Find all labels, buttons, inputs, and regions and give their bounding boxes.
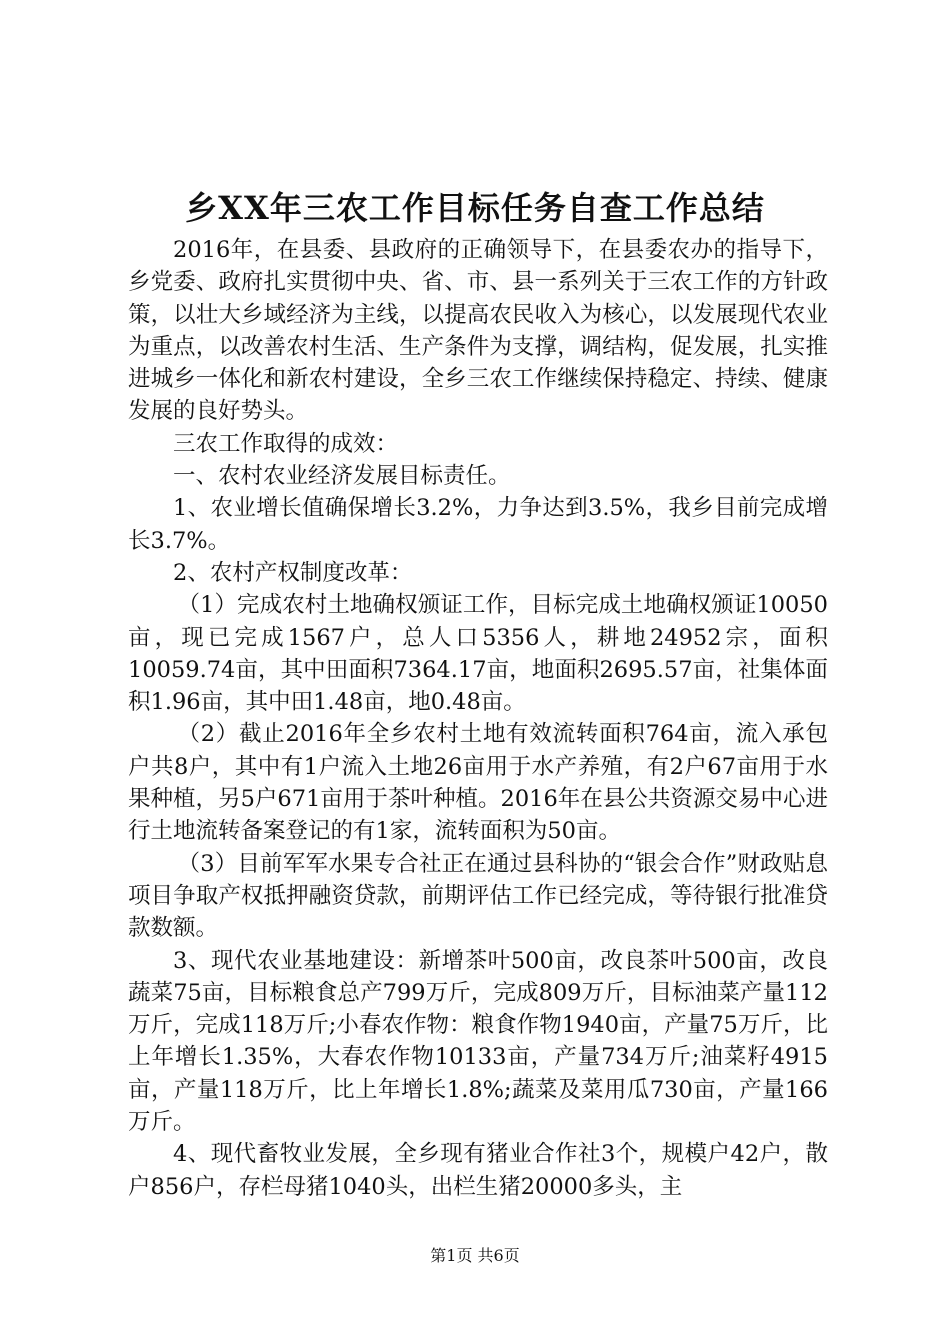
section-heading-1: 一、农村农业经济发展目标责任。 (173, 463, 511, 490)
document-body (128, 234, 828, 1203)
page-footer: 第1页 共6页 (430, 1246, 520, 1265)
paragraph-intro: 2016年，在县委、县政府的正确领导下，在县委农办的指导下，乡党委、政府扎实贯彻中央、省、市、县一系列关于三农工作的方针政策，以壮大乡域经济为主线，以提高农民收入为核心，以发展现代农业为重点，以改善农村生活、生产条件为支撑，调结构，促发展，扎实推进城乡一体化和新农村建设，全乡三农工作继续保持稳定、持续、健康发展的良好势头。 (128, 237, 828, 425)
paragraph-achievements-heading: 三农工作取得的成效： (173, 430, 399, 457)
paragraph-subitem-1: （1）完成农村土地确权颁证工作，目标完成土地确权颁证10050亩，现已完成1567户，总人口5356人，耕地24952宗，面积10059.74亩，其中田面积7364.17亩，地面积2695.57亩，社集体面积1.96亩，其中田1.48亩，地0.48亩。 (128, 592, 828, 716)
paragraph-subitem-3: （3）目前军军水果专合社正在通过县科协的“银会合作”财政贴息项目争取产权抵押融资贷款，前期评估工作已经完成，等待银行批准贷款数额。 (128, 850, 828, 942)
paragraph-item-1: 1、农业增长值确保增长3.2%，力争达到3.5%，我乡目前完成增长3.7%。 (128, 495, 828, 554)
paragraph-item-3: 3、现代农业基地建设：新增茶叶500亩，改良茶叶500亩，改良蔬菜75亩，目标粮食总产799万斤，完成809万斤，目标油菜产量112万斤，完成118万斤;小春农作物：粮食作物1940亩，产量75万斤，比上年增长1.35%，大春农作物10133亩，产量734万斤;油菜籽4915亩，产量118万斤，比上年增长1.8%;蔬菜及菜用瓜730亩，产量166万斤。 (128, 947, 828, 1136)
paragraph-item-4: 4、现代畜牧业发展，全乡现有猪业合作社3个，规模户42户，散户856户，存栏母猪1040头，出栏生猪20000多头，主 (128, 1141, 828, 1200)
document-title: 乡XX年三农工作目标任务自查工作总结 (185, 189, 765, 227)
paragraph-item-2: 2、农村产权制度改革： (173, 559, 413, 586)
paragraph-subitem-2: （2）截止2016年全乡农村土地有效流转面积764亩，流入承包户共8户，其中有1户流入土地26亩用于水产养殖，有2户67亩用于水果种植，另5户671亩用于茶叶种植。2016年在县公共资源交易中心进行土地流转备案登记的有1家，流转面积为50亩。 (128, 721, 828, 845)
